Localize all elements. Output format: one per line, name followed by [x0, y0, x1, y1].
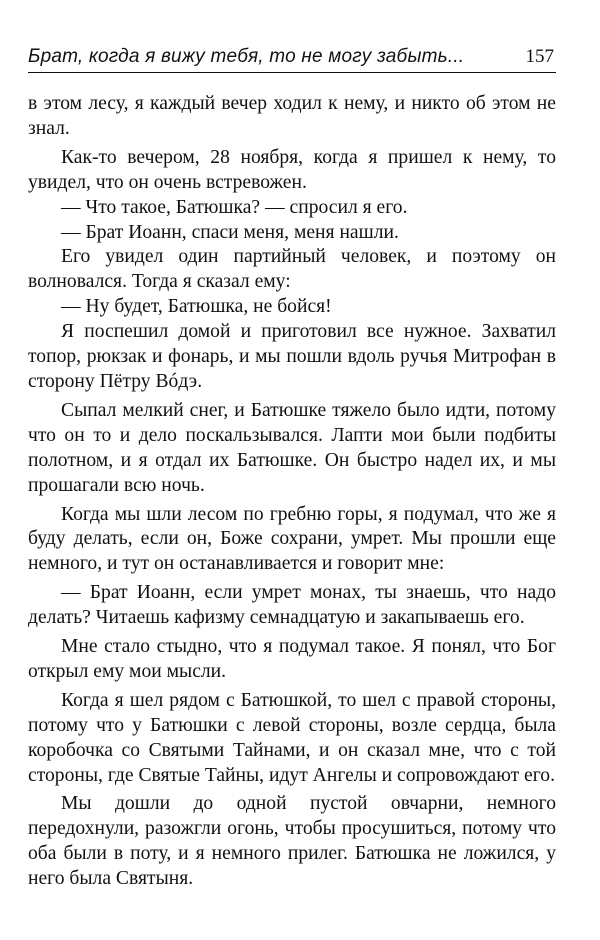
paragraph: — Ну будет, Батюшка, не бойся!: [61, 296, 332, 318]
paragraph: Мне стало стыдно, что я подумал такое. Я понял, что Бог открыл ему мои мысли.: [28, 636, 556, 682]
paragraph: — Что такое, Батюшка? — спросил я его.: [61, 196, 408, 218]
paragraph: — Брат Иоанн, если умрет монах, ты знаешь, что надо делать? Читаешь кафизму семнадцатую и закапываешь его.: [28, 582, 556, 629]
paragraph: Когда мы шли лесом по гребню горы, я подумал, что же я буду делать, если он, Боже сохрани, умрет. Мы прошли еще немного, и тут он останавливается и говорит мне:: [28, 503, 556, 575]
paragraph: Сыпал мелкий снег, и Батюшке тяжело было идти, потому что он то и дело поскальзывался. Лапти мои были подбиты полотном, и я отдал их Батюшке. Он быстро надел их, и мы прошагали всю ночь.: [28, 399, 556, 496]
body-text: [28, 92, 556, 892]
paragraph: — Брат Иоанн, спаси меня, меня нашли.: [61, 221, 399, 243]
paragraph: Я поспешил домой и приготовил все нужное. Захватил топор, рюкзак и фонарь, и мы пошли вдоль ручья Митрофан в сторону Пётру Вóдэ.: [28, 321, 556, 392]
page-number: 157: [525, 46, 554, 67]
paragraph: Его увидел один партийный человек, и поэтому он волновался. Тогда я сказал ему:: [28, 246, 556, 293]
paragraph: Как-то вечером, 28 ноября, когда я пришел к нему, то увидел, что он очень встревожен.: [28, 146, 556, 193]
paragraph: Мы дошли до одной пустой овчарни, немного передохнули, разожгли огонь, чтобы просушиться, потому что оба были в поту, и я немного прилег. Батюшка не ложился, у него была Святыня.: [28, 793, 556, 890]
paragraph: в этом лесу, я каждый вечер ходил к нему, и никто об этом не знал.: [28, 93, 556, 139]
paragraph: Когда я шел рядом с Батюшкой, то шел с правой стороны, потому что у Батюшки с левой стороны, возле сердца, была коробочка со Святыми Тайнами, и он сказал мне, что с той стороны, где Святые Тайны, идут Ангелы и сопровождают его.: [28, 689, 556, 786]
running-title: Брат, когда я вижу тебя, то не могу забыть...: [28, 46, 465, 67]
running-header: [28, 42, 556, 73]
